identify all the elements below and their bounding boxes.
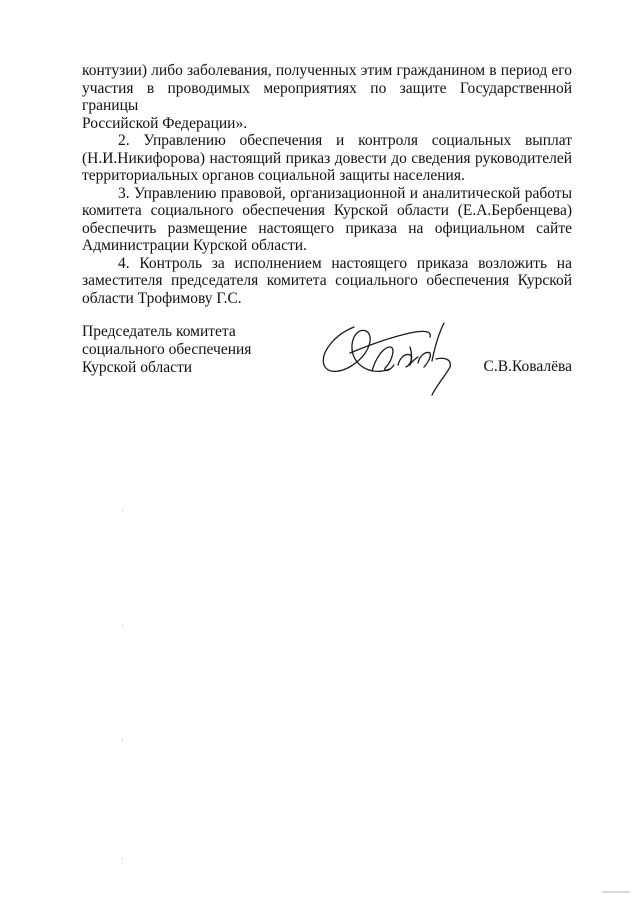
signatory-title-line: социального обеспечения xyxy=(82,341,252,358)
text-line: контузии) либо заболевания, полученных этим гражданином в период его xyxy=(82,62,572,79)
paragraph-continuation xyxy=(82,62,572,132)
text-line: Российской Федерации». xyxy=(82,114,248,132)
text-line: заместителя председателя комитета социального обеспечения Курской xyxy=(82,272,572,289)
signatory-name: С.В.Ковалёва xyxy=(483,358,572,375)
text-line: участия в проводимых мероприятиях по защите Государственной границы xyxy=(82,79,572,114)
text-line: территориальных органов социальной защиты населения. xyxy=(82,167,465,184)
scan-speck xyxy=(122,858,123,859)
signature-block xyxy=(82,323,572,413)
signatory-title xyxy=(82,323,251,377)
document-body xyxy=(82,62,572,307)
paragraph-item-4 xyxy=(82,255,572,308)
handwritten-signature xyxy=(314,313,474,403)
scan-edge-mark xyxy=(602,891,630,893)
text-line: обеспечить размещение настоящего приказа на официальном сайте xyxy=(82,219,572,237)
signatory-title-line: Председатель комитета xyxy=(82,323,236,340)
scan-speck xyxy=(122,510,123,511)
text-line: комитета социального обеспечения Курской области (Е.А.Бербенцева) xyxy=(82,202,572,219)
text-line: области Трофимову Г.С. xyxy=(82,289,242,307)
signatory-title-line: Курской области xyxy=(82,359,193,376)
scan-speck xyxy=(122,740,123,741)
paragraph-item-3 xyxy=(82,185,572,255)
text-line: 2. Управлению обеспечения и контроля социальных выплат xyxy=(118,132,572,149)
text-line: Администрации Курской области. xyxy=(82,237,307,254)
text-line: 4. Контроль за исполнением настоящего приказа возложить на xyxy=(118,254,572,272)
scan-speck xyxy=(122,625,123,626)
text-line: 3. Управлению правовой, организационной и аналитической работы xyxy=(118,184,572,202)
paragraph-item-2 xyxy=(82,132,572,185)
text-line: (Н.И.Никифорова) настоящий приказ довести до сведения руководителей xyxy=(82,149,572,167)
